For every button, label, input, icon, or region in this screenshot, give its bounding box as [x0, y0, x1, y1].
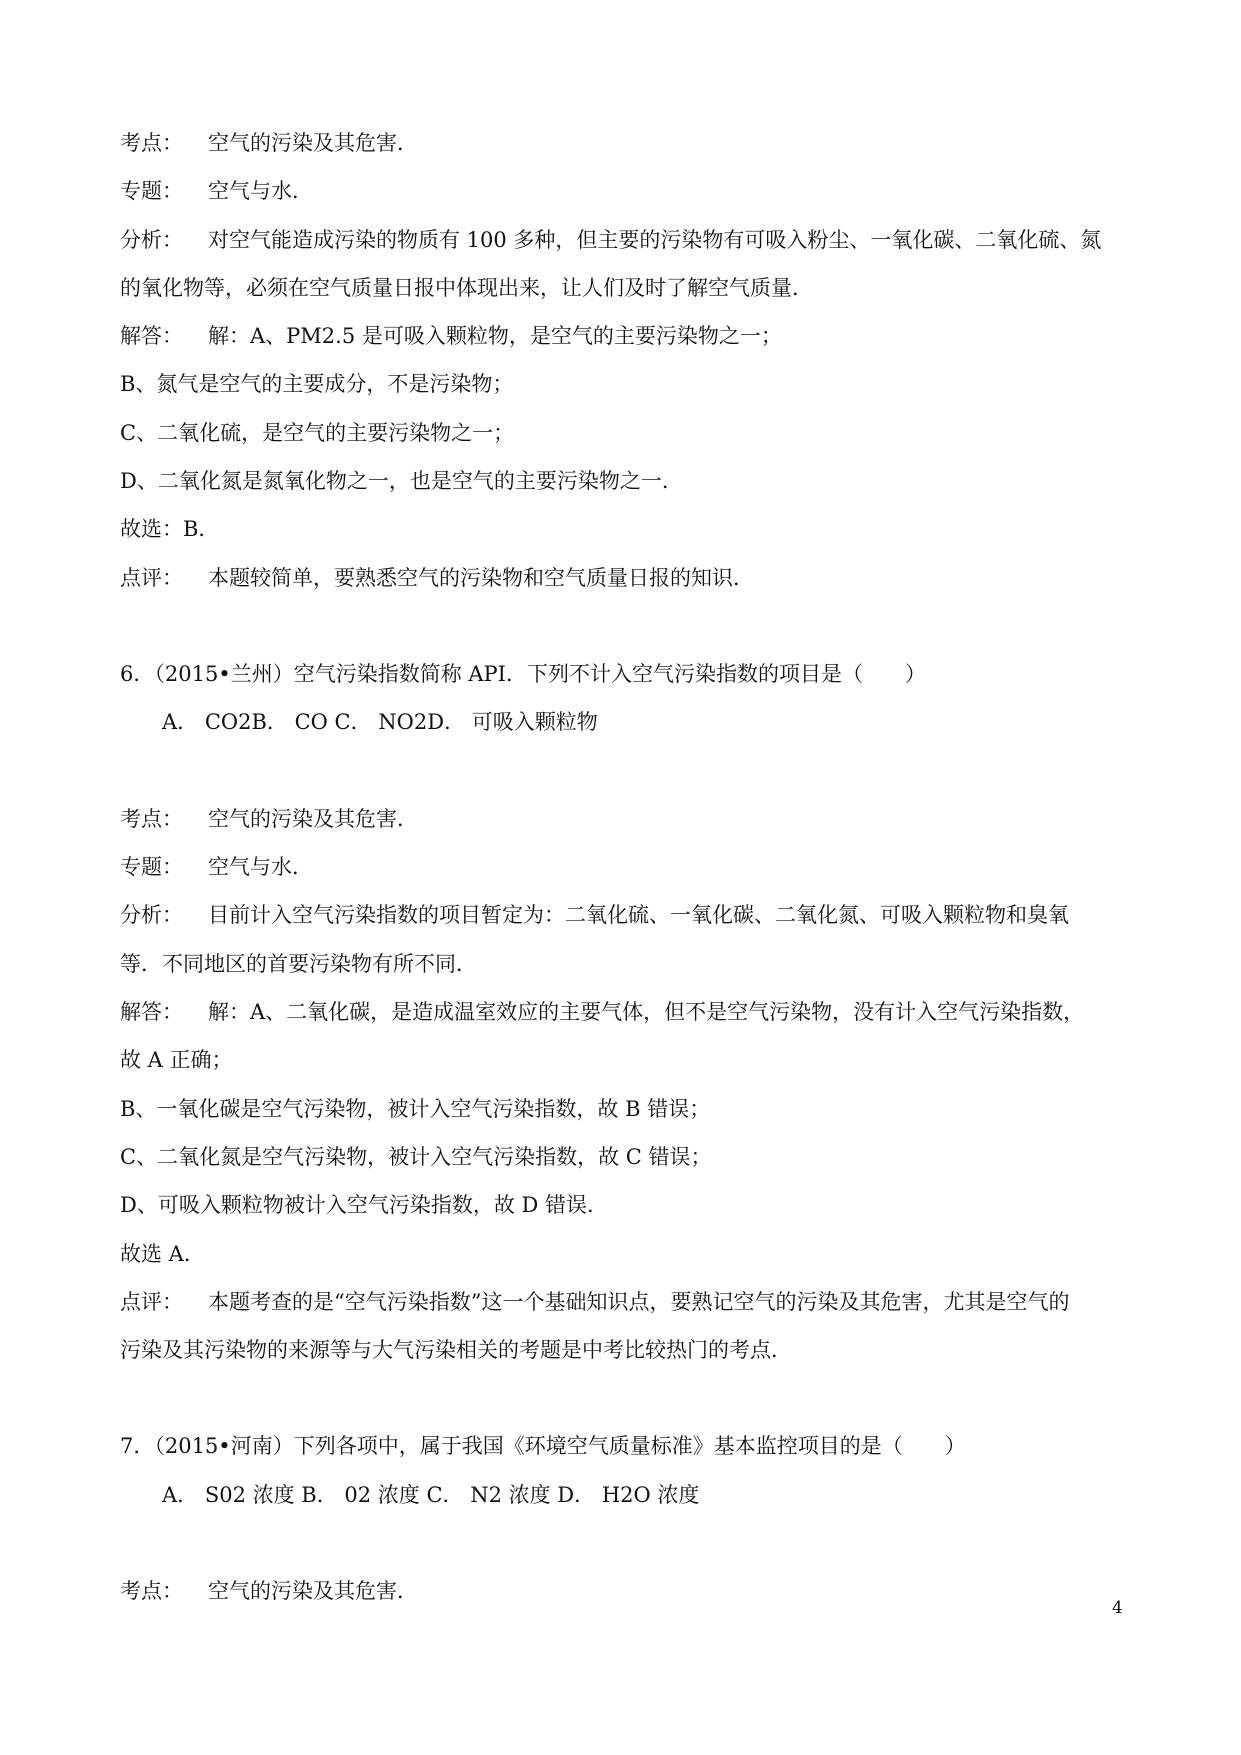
- q5-dianping-line: [120, 563, 754, 593]
- q6-guxuan: 故选 A．: [120, 1242, 205, 1266]
- q6-fenxi-cont: 等．不同地区的首要污染物有所不同．: [120, 952, 477, 976]
- jieda-label: 解答：: [120, 1000, 183, 1024]
- kaodian-text: 空气的污染及其危害．: [208, 807, 418, 831]
- dianping-text: 本题较简单，要熟悉空气的污染物和空气质量日报的知识．: [208, 566, 754, 590]
- q5-guxuan: 故选：B．: [120, 517, 220, 541]
- q7-kaodian-line: [120, 1576, 418, 1606]
- fenxi-text: 对空气能造成污染的物质有 100 多种，但主要的污染物有可吸入粉尘、一氧化碳、二氧化硫、氮: [208, 228, 1102, 252]
- fenxi-text: 目前计入空气污染指数的项目暂定为：二氧化硫、一氧化碳、二氧化氮、可吸入颗粒物和臭氧: [208, 903, 1069, 927]
- kaodian-text: 空气的污染及其危害．: [208, 131, 418, 155]
- q6-jieda-line: [120, 997, 1084, 1027]
- q6-dianping-cont: 污染及其污染物的来源等与大气污染相关的考题是中考比较热门的考点．: [120, 1338, 792, 1362]
- zhuanti-text: 空气与水．: [208, 179, 313, 203]
- kaodian-label: 考点：: [120, 1579, 183, 1603]
- dianping-label: 点评：: [120, 566, 183, 590]
- page-number: 4: [1112, 1598, 1123, 1618]
- q5-zhuanti-line: [120, 176, 313, 206]
- q6-options: A． CO2B． CO C． NO2D． 可吸入颗粒物: [162, 710, 598, 734]
- q6-zhuanti-line: [120, 852, 313, 882]
- kaodian-text: 空气的污染及其危害．: [208, 1579, 418, 1603]
- q5-jieda-c: C、二氧化硫，是空气的主要污染物之一；: [120, 421, 515, 445]
- q6-kaodian-line: [120, 804, 418, 834]
- q6-dianping-line: [120, 1287, 1069, 1317]
- q5-kaodian-line: [120, 128, 418, 158]
- zhuanti-label: 专题：: [120, 855, 183, 879]
- q7-options: A． S02 浓度 B． 02 浓度 C． N2 浓度 D． H2O 浓度: [162, 1483, 700, 1507]
- zhuanti-text: 空气与水．: [208, 855, 313, 879]
- jieda-text: 解：A、PM2.5 是可吸入颗粒物，是空气的主要污染物之一；: [208, 324, 782, 348]
- fenxi-label: 分析：: [120, 903, 183, 927]
- dianping-text: 本题考查的是“空气污染指数”这一个基础知识点，要熟记空气的污染及其危害，尤其是空气的: [208, 1290, 1070, 1314]
- fenxi-label: 分析：: [120, 228, 183, 252]
- q5-jieda-d: D、二氧化氮是氮氧化物之一，也是空气的主要污染物之一．: [120, 469, 683, 493]
- q6-jieda-a-cont: 故 A 正确；: [120, 1048, 233, 1072]
- q6-jieda-d: D、可吸入颗粒物被计入空气污染指数，故 D 错误．: [120, 1193, 609, 1217]
- q6-stem: 6．（2015•兰州）空气污染指数简称 API．下列不计入空气污染指数的项目是（ ）: [120, 662, 926, 686]
- q5-jieda-line: [120, 321, 782, 351]
- dianping-label: 点评：: [120, 1290, 183, 1314]
- q7-stem: 7．（2015•河南）下列各项中，属于我国《环境空气质量标准》基本监控项目的是（ ）: [120, 1434, 966, 1458]
- q6-fenxi-line: [120, 900, 1069, 930]
- zhuanti-label: 专题：: [120, 179, 183, 203]
- q5-jieda-b: B、氮气是空气的主要成分，不是污染物；: [120, 372, 514, 396]
- q5-fenxi-cont: 的氧化物等，必须在空气质量日报中体现出来，让人们及时了解空气质量．: [120, 276, 813, 300]
- q6-jieda-c: C、二氧化氮是空气污染物，被计入空气污染指数，故 C 错误；: [120, 1145, 712, 1169]
- kaodian-label: 考点：: [120, 807, 183, 831]
- jieda-text: 解：A、二氧化碳，是造成温室效应的主要气体，但不是空气污染物，没有计入空气污染指数，: [208, 1000, 1085, 1024]
- q5-fenxi-line: [120, 225, 1101, 255]
- jieda-label: 解答：: [120, 324, 183, 348]
- kaodian-label: 考点：: [120, 131, 183, 155]
- q6-jieda-b: B、一氧化碳是空气污染物，被计入空气污染指数，故 B 错误；: [120, 1097, 711, 1121]
